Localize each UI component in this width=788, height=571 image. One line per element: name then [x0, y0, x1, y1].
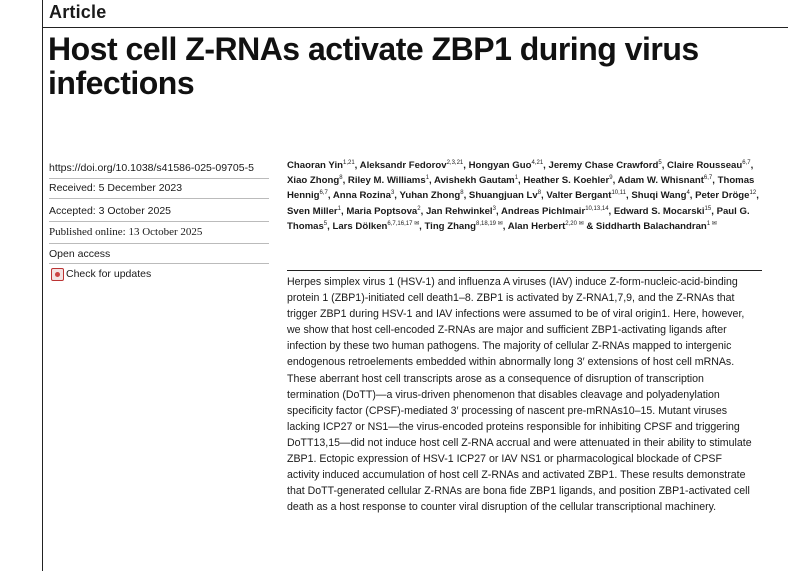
author-name[interactable]: Aleksandr Fedorov	[359, 160, 447, 171]
check-updates-icon[interactable]	[51, 268, 64, 281]
author-affiliation: 1	[337, 205, 341, 212]
abstract-rule	[287, 270, 762, 271]
author-affiliation: 3	[390, 190, 395, 197]
author-name[interactable]: Shuqi Wang	[631, 190, 687, 202]
meta-divider	[49, 198, 269, 199]
author-affiliation: 2,3,21	[446, 159, 464, 166]
section-label: Article	[49, 2, 107, 22]
author-affiliation: 8	[460, 190, 464, 197]
author-affiliation: 5	[658, 159, 662, 166]
author-affiliation: 2,20 ✉	[565, 220, 584, 227]
author-affiliation: 2	[417, 205, 421, 212]
article-title: Host cell Z-RNAs activate ZBP1 during virus infections	[48, 31, 699, 101]
author-name[interactable]: Heather S. Koehler	[523, 175, 610, 187]
author-name[interactable]: Claire Rousseau	[667, 160, 743, 171]
author-affiliation: 6,7	[319, 190, 328, 197]
received-date: Received: 5 December 2023	[49, 182, 183, 194]
author-affiliation: 8	[537, 190, 542, 197]
author-affiliation: 15	[704, 205, 712, 212]
abstract-text: Herpes simplex virus 1 (HSV-1) and influenza A viruses (IAV) induce Z-form-nucleic-acid-binding protein 1 (ZBP1)-initiated cell death1–8. ZBP1 is activated by Z-RNA1,7,9, and the Z-RNAs that trigger ZBP1 during HSV-1 and IAV infections were assumed to be of viral origin1. Here, however, we show that host cell-encoded Z-RNAs are major and sufficient ZBP1-activating ligands after infection by these two human pathogens. The majority of cellular Z-RNAs mapped to intergenic endogenous retroelements embedded within abnormally long 3′ extensions of host cell mRNAs. These aberrant host cell transcripts arose as a consequence of disruption of transcription termination (DoTT)—a virus-driven phenomenon that disables cleavage and polyadenylation specificity factor (CPSF)-mediated 3′ processing of nascent pre-mRNAs10–15. Mutant viruses lacking ICP27 or NS1—the virus-encoded proteins responsible for inhibiting CPSF and triggering DoTT13,15—did not induce host cell Z-RNA accrual and were attenuated in their ability to stimulate ZBP1. Ectopic expression of HSV-1 ICP27 or IAV NS1 or pharmacological blockade of CPSF activity induced accumulation of host cell Z-RNAs and activated ZBP1. These results demonstrate that DoTT-generated cellular Z-RNAs are bona fide ZBP1 ligands, and position ZBP1-activated cell death as a host response to counter viral disruption of the cellular transcriptional machinery.	[287, 276, 752, 514]
check-for-updates-link[interactable]: Check for updates	[66, 268, 152, 280]
author-name[interactable]: Hongyan Guo	[468, 160, 532, 171]
author-name[interactable]: Xiao Zhong	[287, 175, 340, 187]
author-name[interactable]: Avishekh Gautam	[434, 175, 515, 187]
meta-divider	[49, 221, 269, 222]
author-name[interactable]: Jeremy Chase Crawford	[548, 160, 659, 171]
author-affiliation: 6,7,16,17 ✉	[387, 220, 420, 227]
author-name[interactable]: Valter Bergant	[546, 190, 612, 202]
author-name[interactable]: Jan Rehwinkel	[425, 205, 493, 217]
author-affiliation: 8	[339, 175, 343, 182]
author-name[interactable]: Shuangjuan Lv	[468, 190, 538, 202]
author-name[interactable]: Lars Dölken	[332, 220, 388, 232]
author-name[interactable]: Peter Dröge	[695, 190, 750, 202]
author-name[interactable]: Paul G. Thomas	[287, 205, 750, 232]
author-name[interactable]: Chaoran Yin	[287, 160, 343, 171]
open-access-label: Open access	[49, 248, 111, 260]
meta-divider	[49, 243, 269, 244]
author-name[interactable]: Adam W. Whisnant	[617, 175, 704, 187]
author-affiliation: 9	[609, 175, 613, 182]
author-affiliation: 10,13,14	[585, 205, 609, 212]
author-affiliation: 1 ✉	[706, 220, 717, 227]
author-affiliation: 12	[749, 190, 757, 197]
doi-link[interactable]: https://doi.org/10.1038/s41586-025-09705-5	[49, 162, 254, 174]
left-margin-rule	[42, 0, 43, 571]
author-affiliation: 4,21	[531, 159, 544, 166]
author-affiliation: 4	[686, 190, 690, 197]
author-affiliation: 6,7	[742, 159, 751, 166]
author-affiliation: 5	[323, 220, 328, 227]
author-name[interactable]: Riley M. Williams	[347, 175, 426, 187]
published-date: Published online: 13 October 2025	[49, 226, 203, 238]
author-affiliation: 6,7	[703, 175, 713, 182]
author-name[interactable]: & Siddharth Balachandran	[586, 220, 707, 232]
author-name[interactable]: Alan Herbert	[507, 220, 566, 232]
author-affiliation: 1	[514, 175, 519, 182]
author-name[interactable]: Anna Rozina	[332, 190, 391, 202]
author-affiliation: 8,18,19 ✉	[475, 220, 503, 227]
author-name[interactable]: Yuhan Zhong	[399, 190, 461, 202]
author-name[interactable]: Ting Zhang	[424, 220, 476, 232]
author-list: Chaoran Yin$^{1,21}$, Aleksandr Fedorov$^{2,3,21}$, Hongyan Guo$^{4,21}$, Jeremy Chase Crawford$^5$, Claire Rousseau$^{6,7}$, Xiao Zhong$^8$, Riley M. Williams$^1$, Avishekh Gautam$^1$, Heather S. Koehler$^9$, Adam W. Whisnant$^{6,7}$, Thomas Hennig$^{6,7}$, Anna Rozina$^3$, Yuhan Zhong$^8$, Shuangjuan Lv$^8$, Valter Bergant$^{10,11}$, Shuqi Wang$^4$, Peter Dröge$^{12}$, Sven Miller$^1$, Maria Poptsova$^2$, Jan Rehwinkel$^3$, Andreas Pichlmair$^{10,13,14}$, Edward S. Mocarski$^{15}$, Paul G. Thomas$^5$, Lars Dölken$^{6,7,16,17 ✉}$, Ting Zhang$^{8,18,19 ✉}$, Alan Herbert$^{2,20 ✉}$ & Siddharth Balachandran$^{1 ✉}$	[287, 159, 759, 232]
author-name[interactable]: Maria Poptsova	[346, 205, 418, 217]
author-name[interactable]: Andreas Pichlmair	[500, 205, 586, 217]
author-name[interactable]: Thomas Hennig	[287, 175, 755, 202]
meta-divider	[49, 263, 269, 264]
author-affiliation: 1,21	[342, 159, 355, 166]
meta-divider	[49, 178, 269, 179]
author-name[interactable]: Sven Miller	[287, 205, 338, 217]
author-name[interactable]: Edward S. Mocarski	[613, 205, 705, 217]
accepted-date: Accepted: 3 October 2025	[49, 205, 171, 217]
author-affiliation: 1	[425, 175, 430, 182]
title-rule	[42, 27, 788, 28]
author-affiliation: 10,11	[611, 190, 627, 197]
author-affiliation: 3	[492, 205, 496, 212]
